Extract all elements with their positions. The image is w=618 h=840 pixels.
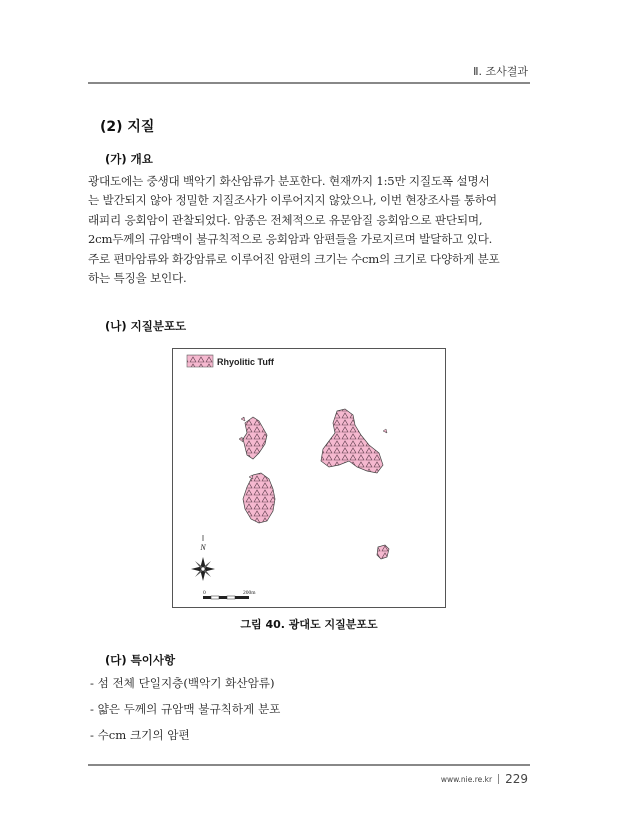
subsection-title-map: (나) 지질분포도 [105, 319, 187, 333]
island-southeast [377, 545, 389, 559]
header-rule [88, 82, 530, 84]
island-southwest [243, 473, 275, 523]
islet [383, 429, 387, 433]
paragraph-line: 는 발간되지 않아 정밀한 지질조사가 이루어지지 않았으나, 이번 현장조사를 통하여 [88, 193, 497, 208]
subsection-title-overview: (가) 개요 [105, 152, 153, 166]
paragraph-line: 2cm두께의 규암맥이 불규칙적으로 응회암과 암편들을 가로지르며 발달하고 있다. [88, 232, 493, 247]
geology-map-svg [173, 349, 445, 607]
footer [441, 772, 528, 786]
note-item: - 섬 전체 단일지층(백악기 화산암류) [90, 676, 275, 690]
paragraph-line: 래피리 응회암이 관찰되었다. 암종은 전체적으로 유문암질 응회암으로 판단되며, [88, 212, 483, 227]
figure-caption: 그림 40. 광대도 지질분포도 [240, 618, 378, 631]
scale-end-label: 200m [243, 590, 256, 596]
running-header: Ⅱ. 조사결과 [473, 65, 528, 78]
legend-swatch [187, 355, 213, 367]
scale-bar [203, 590, 256, 599]
north-label: N [200, 543, 206, 552]
subsection-title-notes: (다) 특이사항 [105, 653, 176, 667]
islet [239, 437, 243, 442]
note-item: - 얇은 두께의 규암맥 불규칙하게 분포 [90, 702, 281, 716]
island-northwest [243, 417, 267, 459]
note-item: - 수cm 크기의 암편 [90, 728, 190, 742]
page-number: 229 [505, 772, 528, 786]
overview-paragraph [88, 172, 530, 288]
legend-label: Rhyolitic Tuff [217, 357, 274, 367]
paragraph-line: 주로 편마암류와 화강암류로 이루어진 암편의 크기는 수cm의 크기로 다양하게 분포 [88, 251, 500, 266]
island-east [321, 409, 383, 473]
footer-rule [88, 764, 530, 766]
islet [241, 417, 245, 421]
geology-map [172, 348, 446, 608]
north-arrow-icon [191, 535, 215, 581]
section-title: (2) 지질 [100, 119, 155, 135]
scale-start-label: 0 [203, 590, 206, 596]
paragraph-line: 광대도에는 중생대 백악기 화산암류가 분포한다. 현재까지 1:5만 지질도폭 설명서 [88, 174, 490, 188]
footer-divider [498, 774, 499, 784]
footer-url: www.nie.re.kr [440, 774, 493, 784]
paragraph-line: 하는 특징을 보인다. [88, 271, 187, 286]
